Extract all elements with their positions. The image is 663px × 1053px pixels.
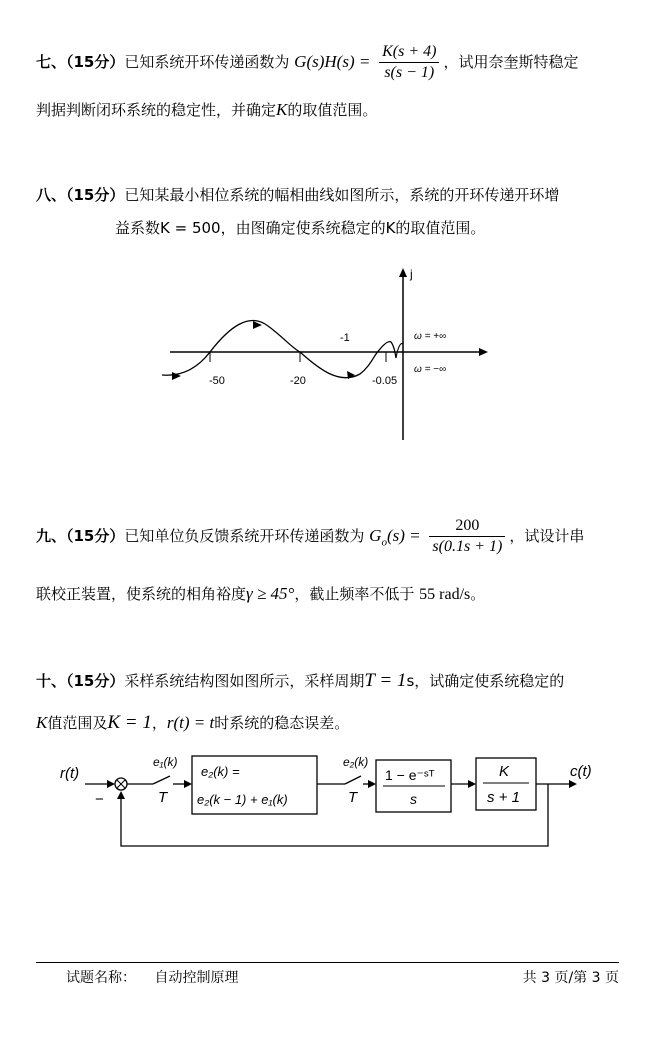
q9-number: 九、（15分） (36, 527, 125, 545)
q8-line2 (115, 217, 485, 238)
feedback-arrow (117, 791, 125, 799)
imag-axis-label: j (410, 267, 413, 281)
sampler1-T: T (158, 789, 168, 806)
q10-T: T = 1 (364, 670, 407, 691)
q9-line2b: ，截止频率不低于 (294, 585, 415, 603)
q9-freq: 55 rad/s (419, 586, 471, 603)
footer-title (66, 967, 238, 987)
block1-line2: e₂(k − 1) + e₁(k) (197, 792, 288, 807)
label-20: -20 (290, 375, 306, 387)
block1-arrow (184, 780, 192, 788)
imag-axis-arrow (399, 268, 407, 277)
q7-line2a: 判据判断闭环系统的稳定性，并确定 (36, 101, 277, 119)
real-axis-arrow (479, 348, 488, 356)
block-diagram (55, 748, 615, 853)
q9-fraction (429, 516, 505, 557)
q8-line1 (36, 184, 559, 205)
plant-numerator: K (499, 763, 510, 780)
q7-line2b: 的取值范围。 (287, 101, 378, 119)
footer-label: 试题名称： (66, 970, 136, 986)
label-omega-minus: ω = −∞ (414, 364, 447, 375)
q7-number: 七、（15分） (36, 53, 125, 71)
q7-denominator: s(s − 1) (379, 62, 439, 83)
q10-rt: r(t) = t (166, 713, 215, 732)
q9-numerator: 200 (455, 517, 480, 534)
label-minus1: -1 (340, 332, 350, 344)
nyquist-curve (162, 320, 396, 377)
q10-number: 十、（15分） (36, 672, 125, 690)
q9-lhs-g: G (369, 526, 382, 545)
sampler2-switch (345, 776, 361, 784)
zoh-denominator: s (410, 791, 417, 807)
nyquist-plot (150, 262, 495, 447)
q7-numerator: K(s + 4) (382, 43, 437, 60)
footer-rule (36, 962, 619, 963)
e2-label: e₂(k) (343, 755, 369, 769)
q9-line2a: 联校正装置，使系统的相角裕度 (36, 585, 247, 603)
footer-subject: 自动控制原理 (154, 970, 239, 986)
nyquist-loop (396, 344, 403, 358)
sampler2-T: T (348, 789, 358, 806)
q7-line1 (36, 42, 578, 83)
q9-gamma: γ ≥ 45° (246, 584, 295, 603)
output-arrow (569, 780, 577, 788)
q10-line2a: 值范围及 (47, 714, 108, 732)
plant-denominator: s + 1 (487, 789, 520, 806)
q8-text2: 益系数K = 500，由图确定使系统稳定的K的取值范围。 (115, 219, 486, 237)
q7-fraction (379, 42, 439, 83)
q10-comma: ， (151, 714, 167, 732)
q9-text2: ，试设计串 (509, 527, 585, 545)
zoh-numerator: 1 − e⁻ˢᵀ (385, 767, 435, 783)
footer-page: 共 3 页/第 3 页 (522, 970, 619, 986)
output-label: c(t) (570, 763, 592, 780)
q9-text1: 已知单位负反馈系统开环传递函数为 (124, 527, 365, 545)
q7-k: K (276, 100, 288, 119)
q9-denominator: s(0.1s + 1) (429, 536, 505, 557)
q7-lhs: G(s)H(s) = (294, 52, 371, 71)
q8-text1: 已知某最小相位系统的幅相曲线如图所示，系统的开环传递开环增 (124, 186, 560, 204)
q7-text2: ，试用奈奎斯特稳定 (443, 53, 579, 71)
q10-text1: 采样系统结构图如图所示，采样周期 (124, 672, 365, 690)
q10-line2 (36, 712, 349, 734)
q8-number: 八、（15分） (36, 186, 125, 204)
q10-line2b: 时系统的稳态误差。 (214, 714, 350, 732)
label-omega-plus: ω = +∞ (414, 331, 447, 342)
q10-keq: K = 1 (107, 712, 152, 733)
sampler1-switch (153, 776, 170, 784)
q9-line2c: 。 (470, 585, 486, 603)
q7-text1: 已知系统开环传递函数为 (124, 53, 290, 71)
q10-text2: s，试确定使系统稳定的 (406, 672, 565, 690)
q10-line1 (36, 670, 564, 692)
q7-line2 (36, 99, 377, 120)
input-arrow (107, 780, 115, 788)
e1-label: e₁(k) (153, 755, 178, 769)
label-005: -0.05 (372, 375, 398, 387)
q9-line1 (36, 516, 584, 557)
q9-line2 (36, 583, 485, 604)
q9-lhs-tail: (s) = (386, 526, 421, 545)
minus-sign: − (95, 791, 104, 808)
label-50: -50 (209, 375, 225, 387)
q10-k1: K (36, 713, 48, 732)
q9-lhs (369, 526, 421, 549)
plant-arrow (468, 780, 476, 788)
zoh-arrow (368, 780, 376, 788)
q9-lhs-sub: o (381, 536, 387, 549)
block1-line1: e₂(k) = (201, 764, 240, 779)
input-label: r(t) (60, 765, 80, 782)
